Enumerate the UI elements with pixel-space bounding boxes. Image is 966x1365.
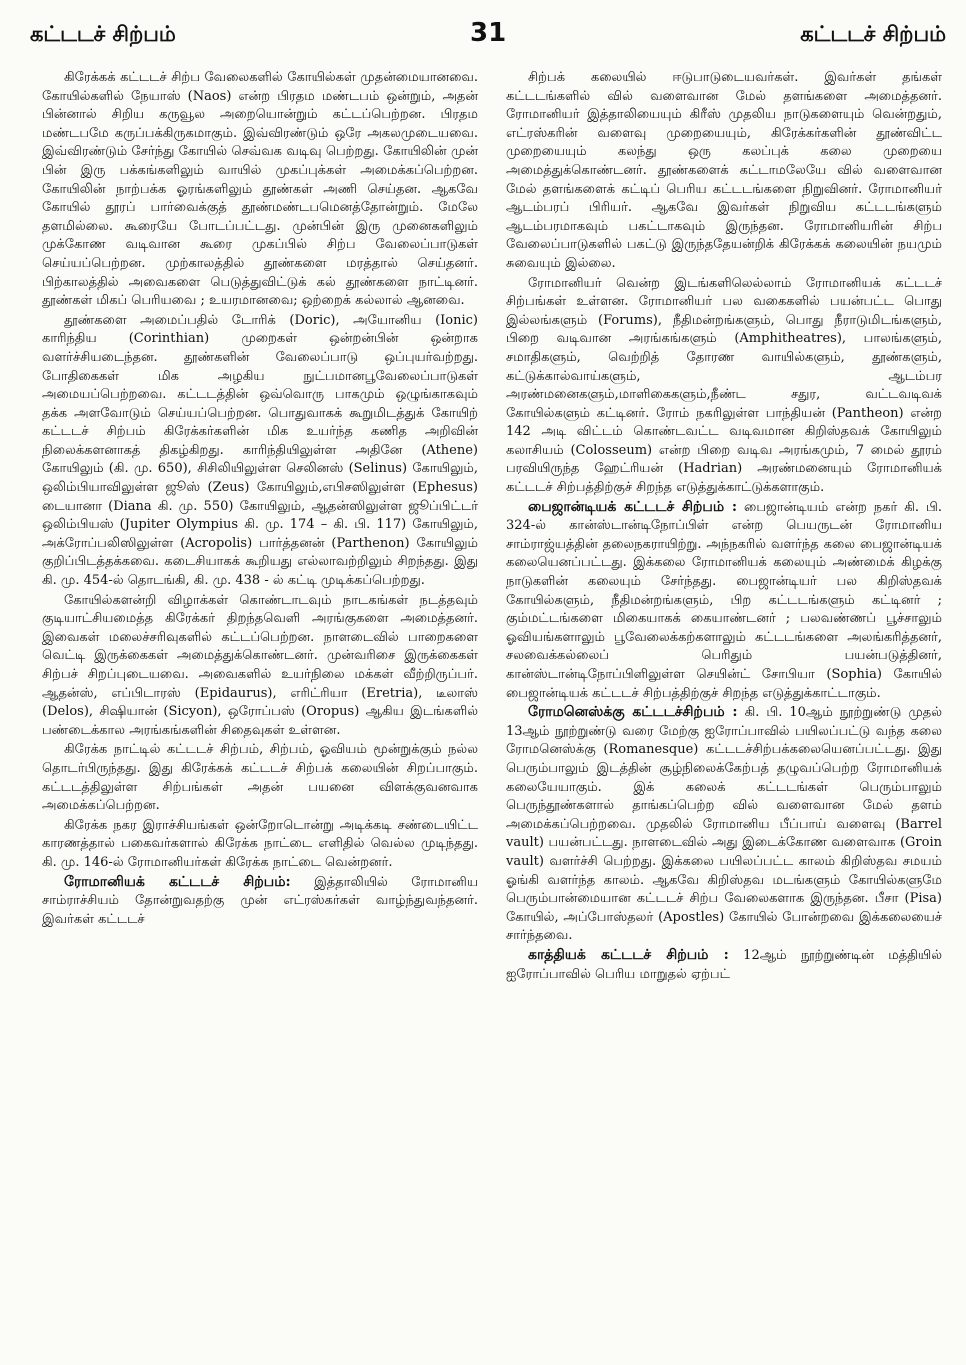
paragraph: [506, 68, 942, 274]
paragraph: [42, 311, 478, 591]
running-head-left: கட்டடச் சிற்பம்: [30, 22, 176, 46]
section-heading: பைஜான்டியக் கட்டடச் சிற்பம் :: [528, 498, 738, 515]
paragraph: [42, 816, 478, 873]
page-number: 31: [470, 18, 507, 48]
left-column: [42, 68, 478, 1358]
section-heading: ரோமானியக் கட்டடச் சிற்பம்:: [64, 873, 291, 890]
paragraph-text: கிரேக்கக் கட்டடச் சிற்ப வேலைகளில் கோயில்கள் முதன்மையானவை. கோயில்களில் நேயாஸ் (Naos) என்ற பிரதம மண்டபம் ஒன்றும், அதன் பின்னால் சிறிய கருவூல அறையொன்றும் கட்டப்பெற்றன. பிரதம மண்டபமே கருப்பக்கிருகமாகும். இவ்விரண்டும் ஒரே அகலமுடையவை. இவ்விரண்டும் சேர்ந்து கோயில் செவ்வக வடிவு பெற்றது. கோயிலின் முன் பின் இரு பக்கங்களிலும் வாயில் முகப்புக்கள் அமைக்கப்பெற்றன. கோயிலின் நாற்பக்க ஓரங்களிலும் தூண்கள் அணி செய்தன. ஆகவே கோயில் தூரப் பார்வைக்குத் தூண்மண்டபமெனத்தோன்றும். மேலே தளமில்லை. கூரையே போடப்பட்டது. முன்பின் இரு முனைகளிலும் முக்கோண வடிவான கூரை முகப்பில் சிற்ப வேலைப்பாடுகள் செய்யப்பெற்றன. முற்காலத்தில் தூண்களை மரத்தால் செய்தனர். பிற்காலத்தில் அவைகளை பெடுத்துவிட்டுக் கல் தூண்களை நாட்டினர். தூண்கள் மிகப் பெரியவை ; உயரமானவை; ஒற்றைக் கல்லால் ஆனவை.: [42, 70, 478, 309]
paragraph-text: 12ஆம் நூற்றுண்டின் மத்தியில் ஐரோப்பாவில் பெரிய மாறுதல் ஏற்பட்: [506, 947, 942, 982]
page-header: [0, 18, 966, 58]
paragraph: [42, 873, 478, 930]
paragraph-text: இத்தாலியில் ரோமானிய சாம்ராச்சியம் தோன்றுவதற்கு முன் எட்ரஸ்கர்கள் வாழ்ந்துவந்தனர். இவர்கள் கட்டடச்: [42, 874, 478, 927]
paragraph: [506, 498, 942, 704]
right-column: [506, 68, 942, 1358]
paragraph: [506, 274, 942, 498]
paragraph-text: ரோமானியர் வென்ற இடங்களிலெல்லாம் ரோமானியக் கட்டடச் சிற்பங்கள் உள்ளன. ரோமானியர் பல வகைகளில் பயன்பட்ட பொது இல்லங்களும் (Forums), நீதிமன்றங்களும், பொது நீராடுமிடங்களும், பிறை வடிவான அரங்கங்களும் (Amphitheatres), பாலங்களும், சமாதிகளும், வெற்றித் தோரண வாயில்களும், தூண்களும், கட்டுக்கால்வாய்களும், ஆடம்பர அரண்மனைகளும்,மாளிகைகளும்,நீண்ட சதுர, வட்டவடிவக் கோயில்களும் கட்டினர். ரோம் நகரிலுள்ள பாந்தியன் (Pantheon) என்ற 142 அடி விட்டம் கொண்டவட்ட வடிவமான கிறிஸ்தவக் கோயிலும் கலாசியம் (Colosseum) என்ற பிறை வடிவ அரங்கமும், 7 மைல் தூரம் பரவியிருந்த ஹேட்ரியன் (Hadrian) அரண்மனையும் ரோமானியக் கட்டடச் சிற்பத்திற்குச் சிறந்த எடுத்துக்காட்டுக்களாகும்.: [506, 275, 942, 496]
paragraph-text: கி. பி. 10ஆம் நூற்றுண்டு முதல் 13ஆம் நூற்றுண்டு வரை மேற்கு ஐரோப்பாவில் பயிலப்பட்டு வந்த கலை ரோமனெஸ்க்கு (Romanesque) கட்டடச்சிற்பக்கலையெனப்பட்டது. இது பெரும்பாலும் இடத்தின் சூழ்நிலைக்கேற்பத் தழுவப்பெற்ற ரோமானியக் கலையேயாகும். இக் கலைக் கட்டடங்கள் பெரும்பாலும் பெருந்தூண்களால் தாங்கப்பெற்ற வில் வளைவான மேல் தளம் அமைக்கப்பெற்றவை. முதலில் ரோமானிய பீப்பாய் வளைவு (Barrel vault) பயன்பட்டது. நாளடைவில் அது இடைக்கோண வளைவாக (Groin vault) வளர்ச்சி பெற்றது. இக்கலை பயிலப்பட்ட காலம் கிறிஸ்தவ சமயம் ஓங்கி வளர்ந்த காலம். ஆகவே கிறிஸ்தவ மடங்களும் கோயில்களுமே பெரும்பான்மையான கட்டடச் சிற்ப வேலைகளாக இருந்தன. பீசா (Pisa) கோயில், அப்போஸ்தலர் (Apostles) கோயில் போன்றவை இக்கலையைச் சார்ந்தவை.: [506, 705, 942, 944]
paragraph-text: தூண்களை அமைப்பதில் டோரிக் (Doric), அயோனிய (Ionic) காரிந்திய (Corinthian) முறைகள் ஒன்றன்பின் ஒன்றாக வளர்ச்சியடைந்தன. தூண்களின் வேலைப்பாடு ஒப்புயர்வற்றது. போதிகைகள் மிக அழகிய நுட்பமானபூவேலைப்பாடுகள் அமையப்பெற்றவை. கட்டடத்தின் ஒவ்வொரு பாகமும் ஒழுங்காகவும் தக்க அளவோடும் செய்யப்பெற்றன. பொதுவாகக் கூறுமிடத்துக் கோயிற் கட்டடச் சிற்பம் கிரேக்கர்களின் மிக உயர்ந்த கணித அறிவின் நிலைக்களனாகத் திகழ்கிறது. காரிந்தியிலுள்ள அதினே (Athene) கோயிலும் (கி. மு. 650), சிசிலியிலுள்ள செலினஸ் (Selinus) கோயிலும், ஒலிம்பியாவிலுள்ள ஜூஸ் (Zeus) கோயிலும்,எபிசஸிலுள்ள (Ephesus) டையானா (Diana கி. மு. 550) கோயிலும், ஆதன்ஸிலுள்ள ஜூப்பிட்டர் ஒலிம்பியஸ் (Jupiter Olympius கி. மு. 174 – கி. பி. 117) கோயிலும், அக்ரோப்பலிஸிலுள்ள (Acropolis) பார்த்தனன் (Parthenon) கோயிலும் குறிப்பிடத்தக்கவை. கடைசியாகக் கூறியது எல்லாவற்றிலும் சிறந்தது. இது கி. மு. 454-ல் தொடங்கி, கி. மு. 438 - ல் கட்டி முடிக்கப்பெற்றது.: [42, 312, 478, 589]
paragraph-text: கிரேக்க நாட்டில் கட்டடச் சிற்பம், சிற்பம், ஓவியம் மூன்றுக்கும் நல்ல தொடர்பிருந்தது. இது கிரேக்கக் கட்டடச் சிற்பக் கலையின் சிறப்பாகும். கட்டடத்திலுள்ள சிற்பங்கள் அதன் பயனை விளக்குவனவாக அமைக்கப்பெற்றன.: [42, 742, 478, 814]
section-heading: காத்தியக் கட்டடச் சிற்பம் :: [528, 946, 729, 963]
paragraph-text: கிரேக்க நகர இராச்சியங்கள் ஒன்றோடொன்று அடிக்கடி சண்டையிட்ட காரணத்தால் பகைவர்களால் கிரேக்க நாட்டை எளிதில் வெல்ல முடிந்தது. கி. மு. 146-ல் ரோமானியர்கள் கிரேக்க நாட்டை வென்றனர்.: [42, 817, 478, 870]
paragraph-text: பைஜான்டியம் என்ற நகர் கி. பி. 324-ல் கான்ஸ்டான்டிநோப்பிள் என்ற பெயருடன் ரோமானிய சாம்ராஜ்யத்தின் தலைநகராயிற்று. அந்நகரில் வளர்ந்த கலை பைஜான்டியக் கலையெனப்பட்டது. இக்கலை ரோமானியக் கலையும் அண்மைக் கிழக்கு நாடுகளின் கலையும் சேர்ந்தது. பைஜான்டியர் பல கிறிஸ்தவக் கோயில்களும், நீதிமன்றங்களும், பிற கட்டடங்களும் கட்டினர் ; கும்மட்டங்களை மிகையாகக் கையாண்டனர் ; பலவண்ணப் பூச்சாலும் ஓவியங்களாலும் பூவேலைக்கற்களாலும் கட்டடங்களை அலங்கரித்தனர், சலவைக்கல்லைப் பெரிதும் பயன்படுத்தினர், கான்ஸ்டான்டிநோப்பிளிலுள்ள செயின்ட் சோபியா (Sophia) கோயில் பைஜான்டியக் கட்டடச் சிற்பத்திற்குச் சிறந்த எடுத்துக்காட்டாகும்.: [506, 499, 942, 701]
paragraph-text: கோயில்களன்றி விழாக்கள் கொண்டாடவும் நாடகங்கள் நடத்தவும் குடியாட்சியமைத்த கிரேக்கர் திறந்தவெளி அரங்குகளை அமைத்தனர். இவைகள் மலைச்சரிவுகளில் கட்டப்பெற்றன. நாளடைவில் பாறைகளை வெட்டி இருக்கைகள் அமைத்துக்கொண்டனர். முன்வரிசை இருக்கைகள் சிற்பச் சிறப்புடையவை. அவைகளில் உயர்நிலை மக்கள் வீற்றிருப்பர். ஆதன்ஸ், எப்பிடாரஸ் (Epidaurus), எரிட்ரியா (Eretria), டீலாஸ் (Delos), சிஷியான் (Sicyon), ஒரோப்பஸ் (Oropus) ஆகிய இடங்களில் பண்டைக்கால அரங்கங்களின் சிதைவுகள் உள்ளன.: [42, 592, 478, 738]
paragraph: [506, 703, 942, 946]
paragraph: [42, 591, 478, 741]
section-heading: ரோமனெஸ்க்கு கட்டடச்சிற்பம் :: [528, 704, 738, 721]
paragraph-text: சிற்பக் கலையில் ஈடுபாடுடையவர்கள். இவர்கள் தங்கள் கட்டடங்களில் வில் வளைவான மேல் தளங்களை அமைத்தனர். ரோமானியர் இத்தாலியையும் கிரீஸ் முதலிய நாடுகளையும் வென்றதும், எட்ரஸ்கரின் வளைவு முறையையும், கிரேக்கர்களின் தூண்விட்ட முறையையும் கலந்து ஒரு கலப்புக் கலை முறையை அமைத்துக்கொண்டனர். தூண்களைக் கட்டாமலேயே வில் வளைவான மேல் தளங்களைக் கட்டிப் பெரிய கட்டடங்களை நிறுவினர். ரோமானியர் ஆடம்பரப் பிரியர். ஆகவே இவர்கள் நிறுவிய கட்டடங்களும் ஆடம்பரமாகவும் பகட்டாகவும் இருந்தன. ரோமானியரின் சிற்ப வேலைப்பாடுகளில் பகட்டு இருந்ததேயன்றிக் கிரேக்கக் கலையின் நயமும் சுவையும் இல்லை.: [506, 70, 942, 271]
paragraph: [42, 740, 478, 815]
paragraph: [42, 68, 478, 311]
running-head-right: கட்டடச் சிற்பம்: [800, 22, 946, 46]
paragraph: [506, 946, 942, 984]
